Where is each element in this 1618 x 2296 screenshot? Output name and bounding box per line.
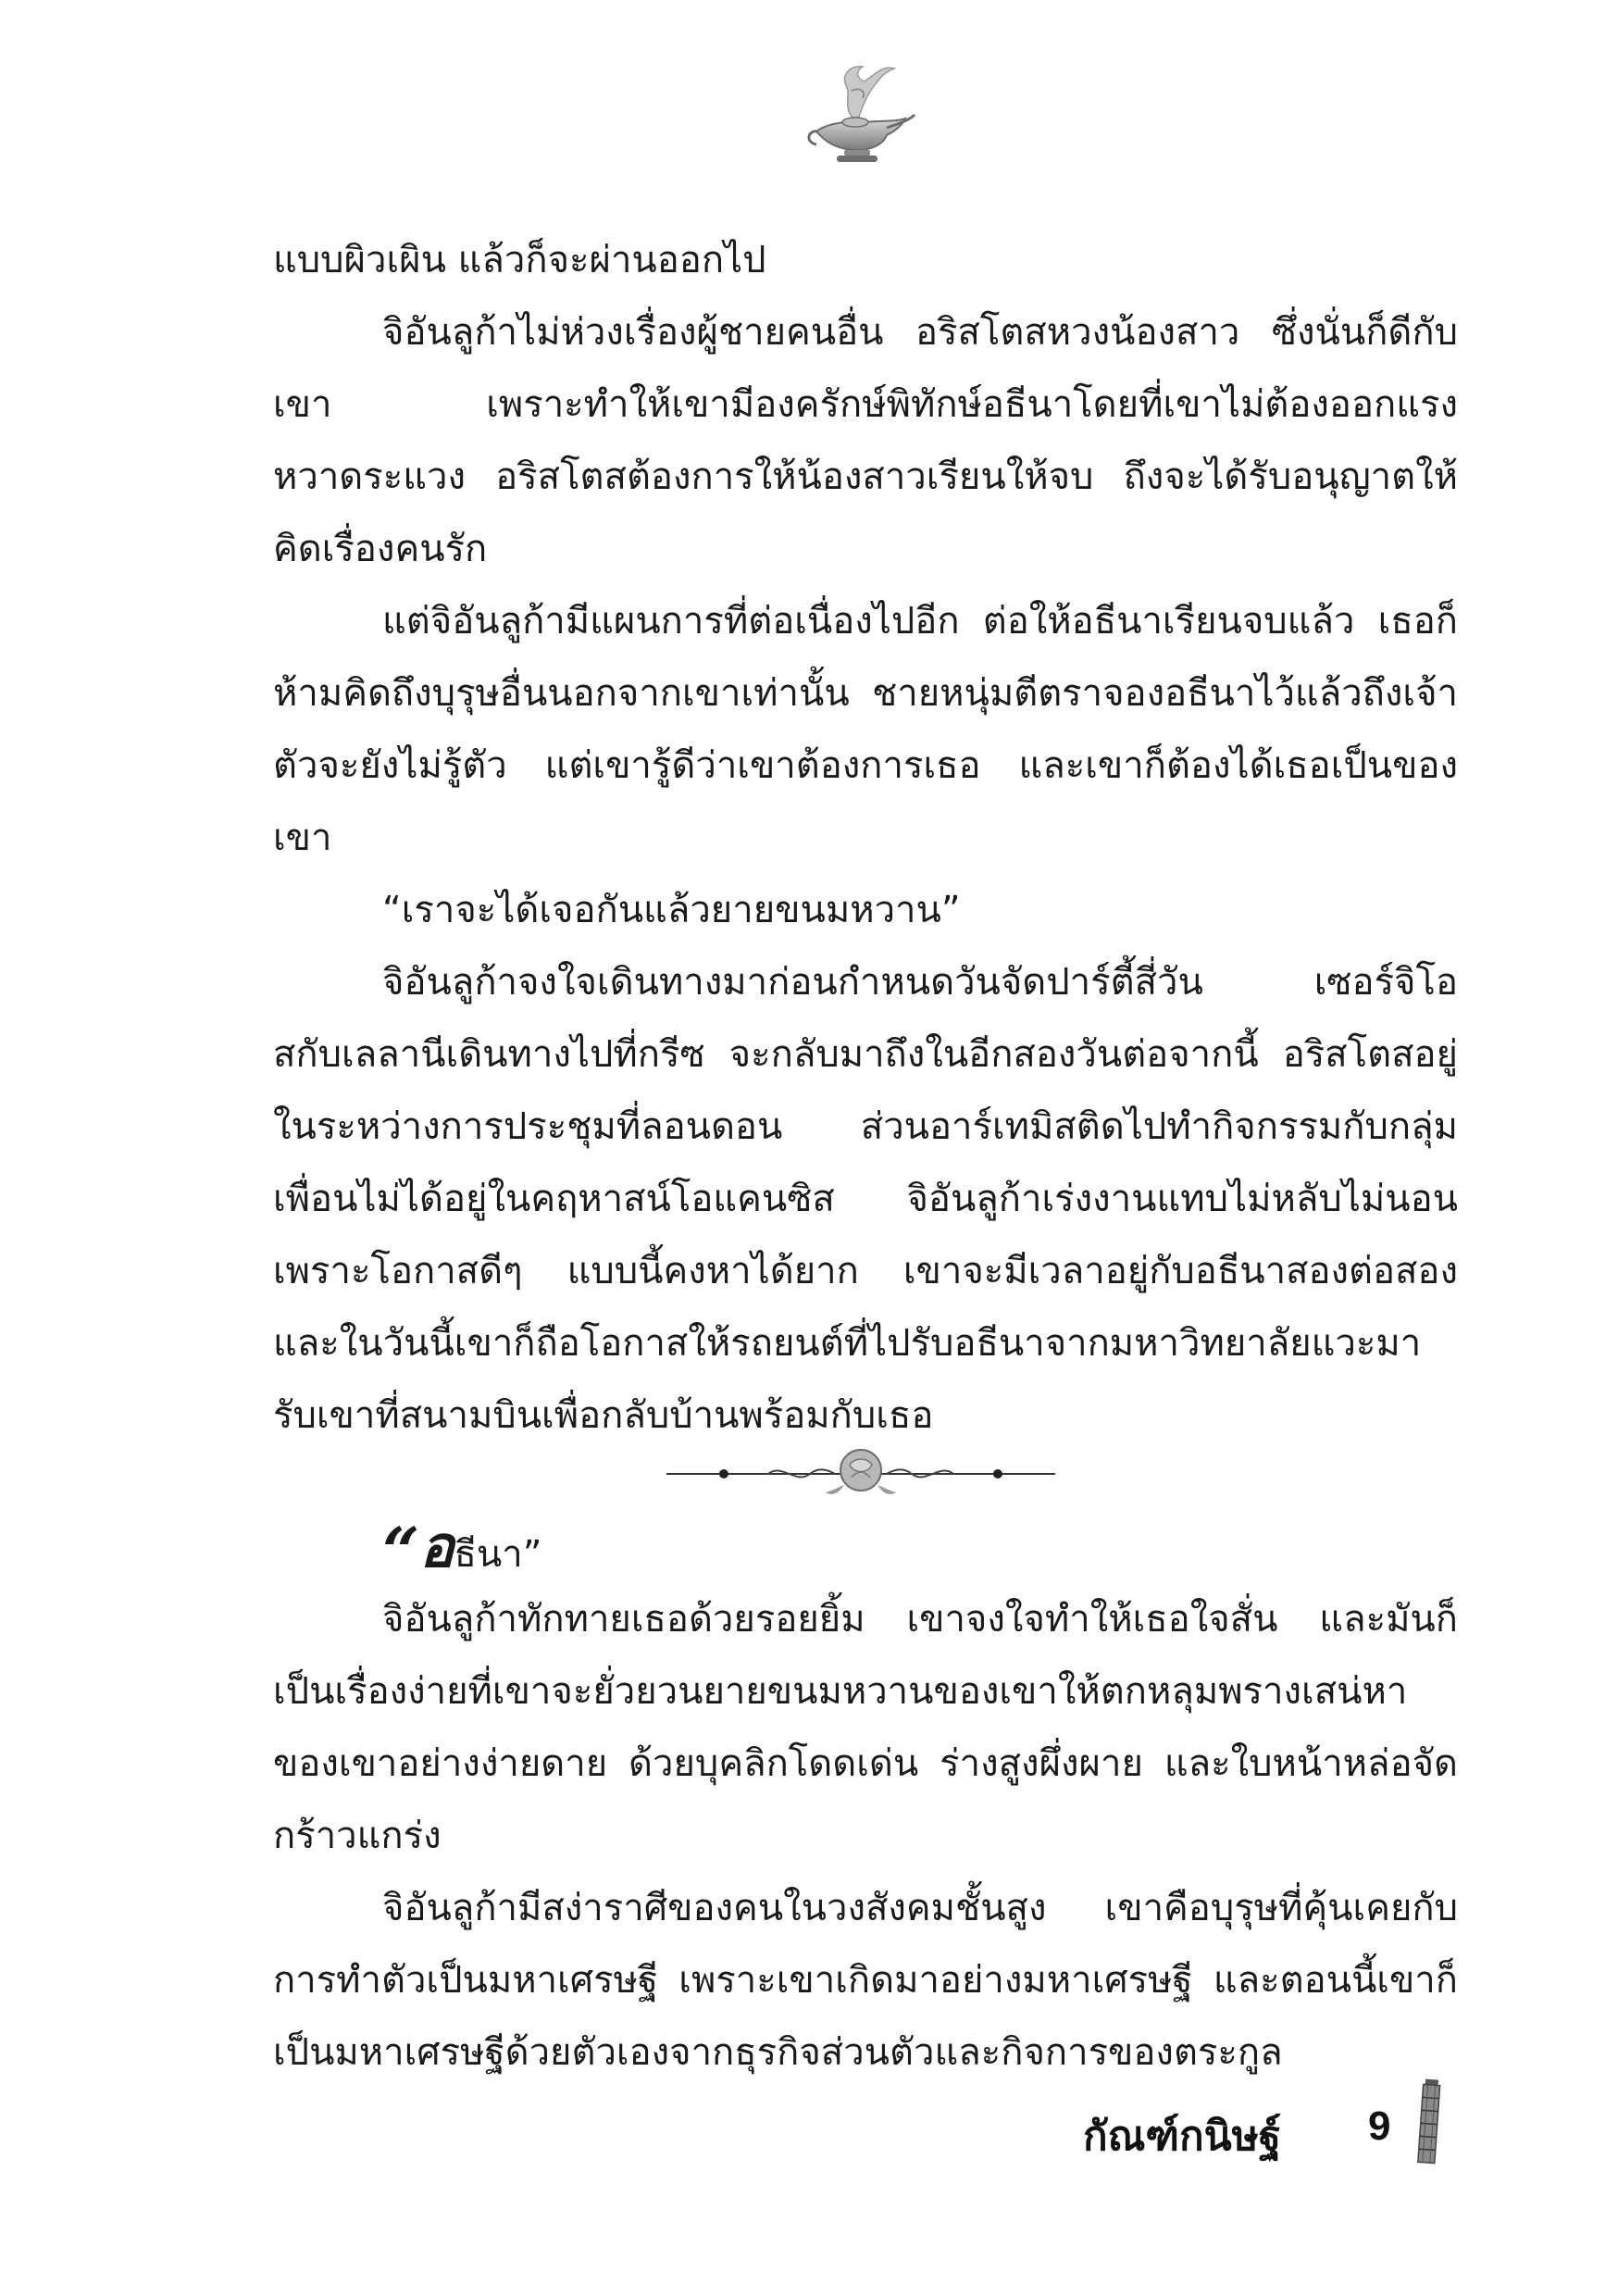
leaning-tower-icon — [1416, 2074, 1442, 2166]
paragraph: จิอันลูก้าทักทายเธอด้วยรอยยิ้ม เขาจงใจทำให้เธอใจสั่น และมันก็เป็นเรื่องง่ายที่เขาจะยั่วยวนยายขนมหวานของเขาให้ตกหลุมพรางเสน่หาของเขาอย่างง่ายดาย ด้วยบุคลิกโดดเด่น ร่างสูงผึ่งผาย และใบหน้าหล่อจัดกร้าวแกร่ง — [273, 1598, 1458, 1857]
rose-flourish-icon — [666, 1437, 1055, 1511]
paragraph: แบบผิวเผิน แล้วก็จะผ่านออกไป — [273, 239, 766, 281]
page-number: 9 — [1368, 2103, 1391, 2149]
body-text-bottom — [273, 1583, 1458, 2089]
paragraph: “เราจะได้เจอกันแล้วยายขนมหวาน” — [382, 889, 961, 931]
section-opener — [382, 1502, 542, 1590]
paragraph: จิอันลูก้ามีสง่าราศีของคนในวงสังคมชั้นสูง เขาคือบุรุษที่คุ้นเคยกับการทำตัวเป็นมหาเศรษฐี เพราะเขาเกิดมาอย่างมหาเศรษฐี และตอนนี้เขาก็เป็นมหาเศรษฐีด้วยตัวเองจากธุรกิจส่วนตัวและกิจการของตระกูล — [273, 1887, 1458, 2074]
paragraph: จิอันลูก้าไม่ห่วงเรื่องผู้ชายคนอื่น อริสโตสหวงน้องสาว ซึ่งนั่นก็ดีกับเขา เพราะทำให้เขามีองครักษ์พิทักษ์อธีนาโดยที่เขาไม่ต้องออกแรงหวาดระแวง อริสโตสต้องการให้น้องสาวเรียนให้จบ ถึงจะได้รับอนุญาตให้คิดเรื่องคนรัก — [273, 311, 1458, 570]
body-text-top — [273, 224, 1458, 1452]
genie-lamp-icon — [798, 54, 918, 174]
footer-book-title: กัณฑ์กนิษฐ์ — [1083, 2113, 1281, 2160]
paragraph: จิอันลูก้าจงใจเดินทางมาก่อนกำหนดวันจัดปาร์ตี้สี่วัน เซอร์จิโอสกับเลลานีเดินทางไปที่กรีซ จะกลับมาถึงในอีกสองวันต่อจากนี้ อริสโตสอยู่ในระหว่างการประชุมที่ลอนดอน ส่วนอาร์เทมิสติดไปทำกิจกรรมกับกลุ่มเพื่อนไม่ได้อยู่ในคฤหาสน์โอแคนซิส จิอันลูก้าเร่งงานแทบไม่หลับไม่นอน เพราะโอกาสดีๆ แบบนี้คงหาได้ยาก เขาจะมีเวลาอยู่กับอธีนาสองต่อสอง และในวันนี้เขาก็ถือโอกาสให้รถยนต์ที่ไปรับอธีนาจากมหาวิทยาลัยแวะมารับเขาที่สนามบินเพื่อกลับบ้านพร้อมกับเธอ — [273, 961, 1458, 1437]
dropcap-letter: อ — [419, 1513, 454, 1580]
paragraph: แต่จิอันลูก้ามีแผนการที่ต่อเนื่องไปอีก ต่อให้อธีนาเรียนจบแล้ว เธอก็ห้ามคิดถึงบุรุษอื่นนอกจากเขาเท่านั้น ชายหนุ่มตีตราจองอธีนาไว้แล้วถึงเจ้าตัวจะยังไม่รู้ตัว แต่เขารู้ดีว่าเขาต้องการเธอ และเขาก็ต้องได้เธอเป็นของเขา — [273, 600, 1458, 859]
dropcap-quote: “ — [382, 1513, 420, 1590]
opener-rest: ธีนา” — [454, 1533, 542, 1576]
